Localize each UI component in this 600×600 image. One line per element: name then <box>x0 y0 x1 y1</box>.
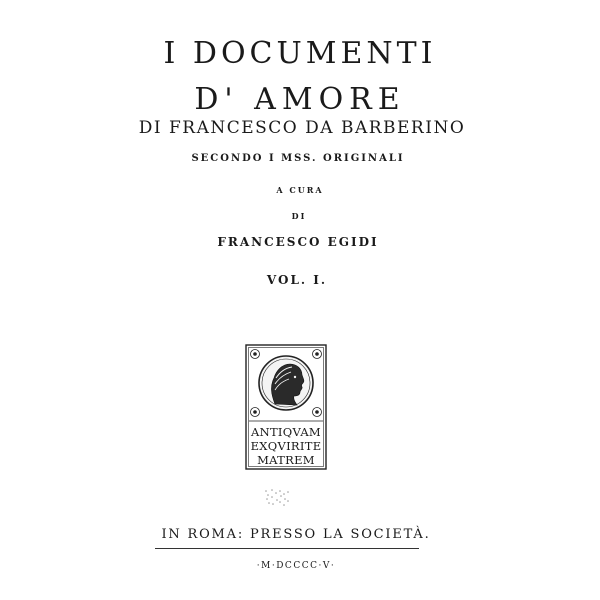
title-line-1: I DOCUMENTI <box>163 36 437 71</box>
author-line: DI FRANCESCO DA BARBERINO <box>138 118 466 138</box>
a-cura-line: A CURA <box>276 185 324 195</box>
imprint-date: ·M·DCCCC·V· <box>256 561 336 571</box>
medallion-portrait-icon <box>259 356 313 410</box>
di-line: DI <box>291 211 307 221</box>
emblem-graphic <box>245 344 327 470</box>
subtitle-line: SECONDO I MSS. ORIGINALI <box>191 153 405 164</box>
title-line-2: D' AMORE <box>194 82 406 117</box>
imprint-place: IN ROMA: PRESSO LA SOCIETÀ. <box>161 527 431 542</box>
volume-label: VOL. I. <box>266 273 328 287</box>
motto-line-1: ANTIQVAM <box>250 425 322 439</box>
printer-emblem <box>245 344 327 470</box>
library-stamp-icon <box>263 487 291 509</box>
editor-name: FRANCESCO EGIDI <box>217 235 379 249</box>
imprint-rule <box>155 548 419 549</box>
motto-line-2: EXQVIRITE <box>250 439 322 453</box>
motto-line-3: MATREM <box>257 453 315 467</box>
